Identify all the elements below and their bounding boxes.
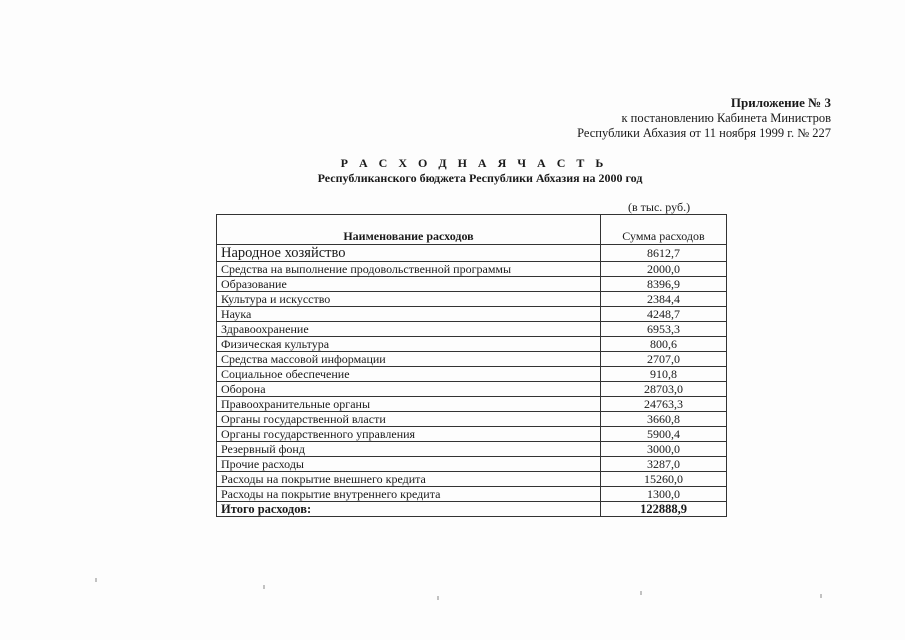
row-name: Расходы на покрытие внешнего кредита [217,472,601,487]
appendix-header [577,95,831,142]
row-amount: 1300,0 [601,487,727,502]
row-name: Резервный фонд [217,442,601,457]
row-name: Наука [217,307,601,322]
document-subtitle: Республиканского бюджета Республики Абхазия на 2000 год [317,171,643,185]
row-name: Оборона [217,382,601,397]
total-amount: 122888,9 [601,502,727,517]
table-row [217,472,727,487]
table-total-row [217,502,727,517]
column-header-amount: Сумма расходов [601,215,727,245]
appendix-number: Приложение № 3 [730,95,831,110]
total-label: Итого расходов: [217,502,601,517]
row-amount: 800,6 [601,337,727,352]
row-name: Средства массовой информации [217,352,601,367]
table-row [217,322,727,337]
table-row [217,457,727,472]
row-amount: 3660,8 [601,412,727,427]
row-amount: 3287,0 [601,457,727,472]
row-name: Правоохранительные органы [217,397,601,412]
row-amount: 4248,7 [601,307,727,322]
row-amount: 24763,3 [601,397,727,412]
row-amount: 15260,0 [601,472,727,487]
row-name: Средства на выполнение продовольственной программы [217,262,601,277]
table-row [217,292,727,307]
row-name: Социальное обеспечение [217,367,601,382]
row-name: Расходы на покрытие внутреннего кредита [217,487,601,502]
document-title: Р А С Х О Д Н А Я Ч А С Т Ь [340,156,608,170]
column-header-name: Наименование расходов [217,215,601,245]
row-amount: 2000,0 [601,262,727,277]
expenditure-table [216,214,727,517]
row-name: Органы государственного управления [217,427,601,442]
table-row [217,262,727,277]
table-row [217,277,727,292]
appendix-line-2: Республики Абхазия от 11 ноября 1999 г. № 227 [577,126,831,140]
table-row [217,427,727,442]
row-amount: 8396,9 [601,277,727,292]
row-name: Физическая культура [217,337,601,352]
row-name: Народное хозяйство [217,245,601,262]
table-row [217,397,727,412]
unit-note: (в тыс. руб.) [628,200,691,214]
table-row [217,352,727,367]
scan-speck [437,596,439,600]
row-amount: 28703,0 [601,382,727,397]
appendix-line-1: к постановлению Кабинета Министров [621,110,831,125]
row-amount: 5900,4 [601,427,727,442]
row-name: Образование [217,277,601,292]
table-row [217,367,727,382]
scan-speck [640,591,642,595]
table-row [217,442,727,457]
row-amount: 8612,7 [601,245,727,262]
table-row [217,487,727,502]
scan-speck [95,578,97,582]
row-name: Здравоохранение [217,322,601,337]
row-name: Органы государственной власти [217,412,601,427]
row-amount: 2384,4 [601,292,727,307]
row-amount: 910,8 [601,367,727,382]
table-row [217,382,727,397]
row-amount: 3000,0 [601,442,727,457]
table-row [217,245,727,262]
table-row [217,412,727,427]
row-name: Прочие расходы [217,457,601,472]
row-amount: 6953,3 [601,322,727,337]
table-row [217,307,727,322]
row-amount: 2707,0 [601,352,727,367]
table-header-row [217,215,727,245]
scan-speck [263,585,265,589]
table-row [217,337,727,352]
row-name: Культура и искусство [217,292,601,307]
scan-speck [820,594,822,598]
